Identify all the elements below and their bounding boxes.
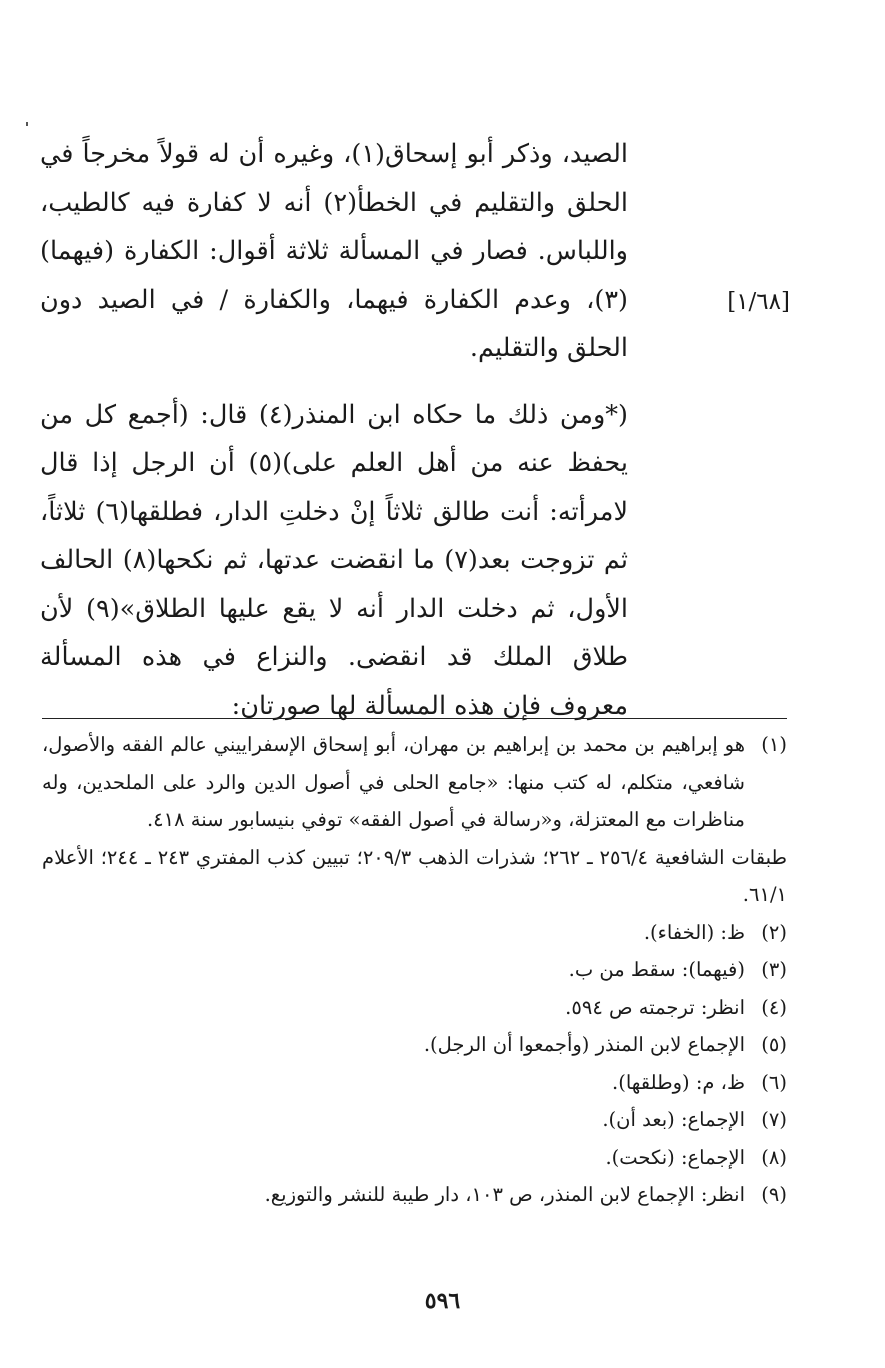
footnote-1 xyxy=(42,726,787,839)
footnote-number: (٥) xyxy=(761,1033,787,1056)
footnote-text: ظ: (الخفاء). xyxy=(643,920,745,944)
footnote-3 xyxy=(42,951,787,989)
footnote-5 xyxy=(42,1026,787,1064)
footnote-text: الإجماع: (بعد أن). xyxy=(602,1108,745,1131)
footnote-text: هو إبراهيم بن محمد بن إبراهيم بن مهران، أبو إسحاق الإسفراييني عالم الفقه والأصول، شافعي، متكلم، له كتب منها: «جامع الحلى في أصول الدين والرد على الملحدين، وله مناظرات مع المعتزلة، و«رسالة في أصول الفقه» توفي بنيسابور سنة ٤١٨. xyxy=(42,733,745,831)
footnote-7 xyxy=(42,1101,787,1139)
footnote-2 xyxy=(42,914,787,952)
footnote-number: (٤) xyxy=(761,995,787,1019)
main-text xyxy=(40,130,628,730)
footnote-6 xyxy=(42,1064,787,1102)
footnotes xyxy=(42,726,787,1214)
footnote-text: طبقات الشافعية ٢٥٦/٤ ـ ٢٦٢؛ شذرات الذهب ٢٠٩/٣؛ تبيين كذب المفتري ٢٤٣ ـ ٢٤٤؛ الأعلام ٦١/١. xyxy=(42,845,787,906)
main-paragraph-1: الصيد، وذكر أبو إسحاق(١)، وغيره أن له قولاً مخرجاً في الحلق والتقليم في الخطأ(٢) أنه لا كفارة فيه كالطيب، واللباس. فصار في المسألة ثلاثة أقوال: الكفارة (فيهما)(٣)، وعدم الكفارة فيهما، والكفارة / في الصيد دون الحلق والتقليم. xyxy=(40,139,628,363)
footnote-text: انظر: الإجماع لابن المنذر، ص ١٠٣، دار طيبة للنشر والتوزيع. xyxy=(264,1183,745,1206)
margin-mark xyxy=(26,122,28,126)
footnote-number: (٣) xyxy=(761,958,787,981)
footnote-number: (٦) xyxy=(761,1070,787,1094)
main-paragraph-2: (*ومن ذلك ما حكاه ابن المنذر(٤) قال: (أجمع كل من يحفظ عنه من أهل العلم على)(٥) أن الرجل إذا قال لامرأته: أنت طالق ثلاثاً إنْ دخلتِ الدار، فطلقها(٦) ثلاثاً، ثم تزوجت بعد(٧) ما انقضت عدتها، ثم نكحها(٨) الحالف الأول، ثم دخلت الدار أنه لا يقع عليها الطلاق»(٩) لأن طلاق الملك قد انقضى. والنزاع في هذه المسألة معروف فإن هذه المسألة لها صورتان: xyxy=(40,399,629,721)
footnote-text: ظ، م: (وطلقها). xyxy=(612,1070,745,1094)
footnote-number: (١) xyxy=(761,733,787,756)
footnote-separator xyxy=(42,718,787,719)
footnote-text: (فيهما): سقط من ب. xyxy=(568,958,745,981)
footnote-text: انظر: ترجمته ص ٥٩٤. xyxy=(565,995,745,1019)
footnote-9 xyxy=(42,1176,787,1214)
footnote-8 xyxy=(42,1139,787,1177)
footnote-number: (٧) xyxy=(761,1108,787,1131)
footnote-4 xyxy=(42,989,787,1027)
margin-reference: [١/٦٨] xyxy=(727,289,790,315)
footnote-text: الإجماع لابن المنذر (وأجمعوا أن الرجل). xyxy=(423,1033,745,1056)
footnote-number: (٩) xyxy=(761,1183,787,1206)
footnote-number: (٨) xyxy=(761,1145,787,1169)
page-number: ٥٩٦ xyxy=(424,1288,461,1314)
footnote-1-sources xyxy=(42,839,787,914)
footnote-text: الإجماع: (نكحت). xyxy=(605,1145,745,1169)
footnote-number: (٢) xyxy=(761,920,787,944)
